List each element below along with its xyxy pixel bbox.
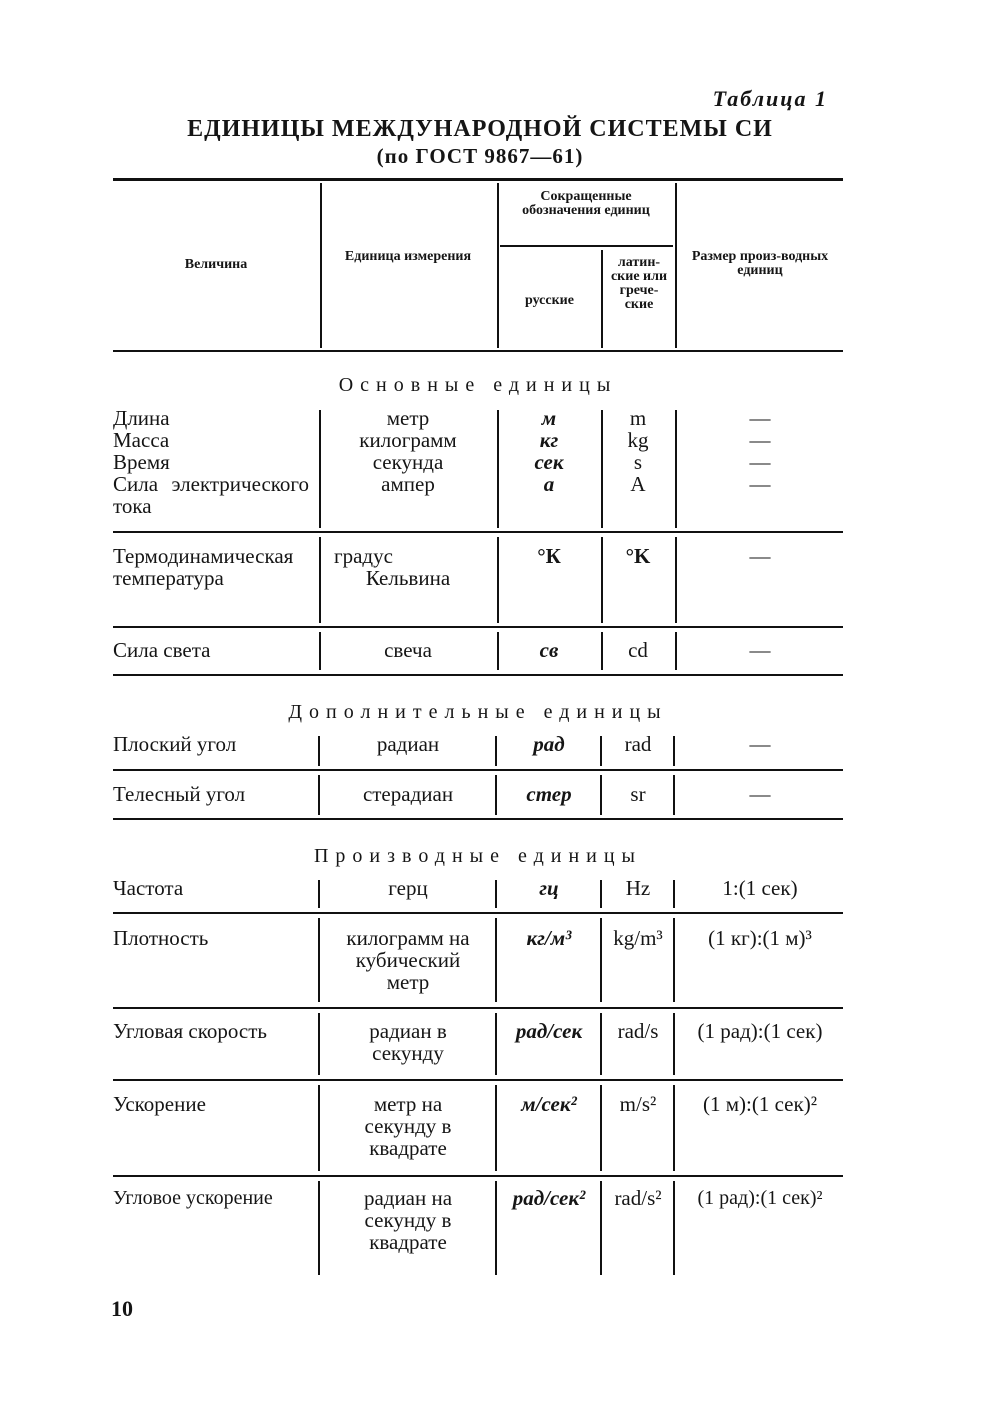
russian-abbrev-cell: стер bbox=[526, 782, 572, 806]
column-divider bbox=[495, 775, 497, 815]
latin-abbrev-cell: rad/s² bbox=[614, 1186, 662, 1210]
column-divider bbox=[600, 880, 602, 908]
russian-abbrev-cell: м/сек² bbox=[521, 1092, 577, 1116]
header-abbrev: Сокращенные обозначения единиц bbox=[522, 189, 650, 218]
latin-abbrev-cell: rad bbox=[624, 732, 652, 756]
latin-abbrev-cell: cd bbox=[628, 638, 648, 662]
column-divider bbox=[319, 410, 321, 528]
quantity-cell: Частота bbox=[113, 876, 184, 900]
unit-cell: ампер bbox=[381, 472, 435, 496]
unit-cell: секунда bbox=[372, 450, 444, 474]
column-divider bbox=[600, 918, 602, 1002]
latin-abbrev-cell: A bbox=[630, 472, 646, 496]
unit-cell: килограмм bbox=[359, 428, 457, 452]
row-rule bbox=[113, 1079, 843, 1081]
page-title: ЕДИНИЦЫ МЕЖДУНАРОДНОЙ СИСТЕМЫ СИ bbox=[187, 116, 773, 142]
page-number: 10 bbox=[111, 1296, 133, 1321]
quantity-cell: Плоский угол bbox=[113, 732, 237, 756]
russian-abbrev-cell: св bbox=[539, 638, 559, 662]
header-divider bbox=[320, 183, 322, 348]
size-cell: — bbox=[749, 544, 771, 568]
quantity-cell: Длина bbox=[113, 406, 170, 430]
row-rule bbox=[113, 531, 843, 533]
column-divider bbox=[318, 1085, 320, 1171]
unit-cell: герц bbox=[388, 876, 428, 900]
size-cell: (1 м):(1 сек)² bbox=[703, 1092, 817, 1116]
russian-abbrev-cell: кг bbox=[539, 428, 559, 452]
unit-cell: радиан в секунду bbox=[369, 1019, 447, 1065]
column-divider bbox=[673, 1013, 675, 1075]
column-divider bbox=[600, 1013, 602, 1075]
column-divider bbox=[318, 880, 320, 908]
size-cell: — bbox=[749, 782, 771, 806]
page-subtitle: (по ГОСТ 9867—61) bbox=[376, 144, 584, 168]
column-divider bbox=[673, 918, 675, 1002]
size-cell: — bbox=[749, 638, 771, 662]
russian-abbrev-cell: рад bbox=[533, 732, 565, 756]
latin-abbrev-cell: m bbox=[629, 406, 647, 430]
size-cell: — bbox=[749, 450, 771, 474]
size-cell: (1 кг):(1 м)³ bbox=[708, 926, 812, 950]
header-divider bbox=[497, 183, 499, 348]
header-latin: латин-ские или грече-ские bbox=[610, 255, 668, 312]
quantity-cell: Телесный угол bbox=[113, 782, 246, 806]
column-divider bbox=[673, 775, 675, 815]
size-cell: — bbox=[749, 472, 771, 496]
column-divider bbox=[495, 1181, 497, 1275]
column-divider bbox=[318, 918, 320, 1002]
column-divider bbox=[495, 1085, 497, 1171]
column-divider bbox=[673, 736, 675, 766]
latin-abbrev-cell: sr bbox=[630, 782, 646, 806]
russian-abbrev-cell: рад/сек² bbox=[512, 1186, 586, 1210]
russian-abbrev-cell: а bbox=[543, 472, 555, 496]
quantity-cell: Ускорение bbox=[113, 1092, 206, 1116]
column-divider bbox=[673, 880, 675, 908]
column-divider bbox=[600, 736, 602, 766]
column-divider bbox=[600, 1181, 602, 1275]
russian-abbrev-cell: рад/сек bbox=[515, 1019, 583, 1043]
section-basic: Основные единицы bbox=[338, 374, 618, 396]
latin-abbrev-cell: rad/s bbox=[617, 1019, 659, 1043]
unit-cell: килограмм на кубический метр bbox=[346, 926, 470, 994]
latin-abbrev-cell: m/s² bbox=[619, 1092, 657, 1116]
row-rule bbox=[113, 769, 843, 771]
unit-cell: метр bbox=[386, 406, 430, 430]
row-rule bbox=[113, 674, 843, 676]
russian-abbrev-cell: м bbox=[541, 406, 557, 430]
row-rule bbox=[113, 912, 843, 914]
row-rule bbox=[113, 818, 843, 820]
header-divider bbox=[601, 250, 603, 348]
row-rule bbox=[113, 1175, 843, 1177]
column-divider bbox=[318, 1181, 320, 1275]
size-cell: — bbox=[749, 428, 771, 452]
section-supplementary: Дополнительные единицы bbox=[288, 701, 668, 723]
column-divider bbox=[318, 736, 320, 766]
latin-abbrev-cell: °K bbox=[625, 544, 651, 568]
column-divider bbox=[600, 775, 602, 815]
column-divider bbox=[600, 1085, 602, 1171]
size-cell: (1 рад):(1 сек) bbox=[697, 1019, 823, 1043]
column-divider bbox=[319, 537, 321, 623]
row-rule bbox=[113, 626, 843, 628]
russian-abbrev-cell: °К bbox=[537, 544, 561, 568]
quantity-cell: Угловая скорость bbox=[113, 1019, 267, 1043]
latin-abbrev-cell: Hz bbox=[625, 876, 651, 900]
column-divider bbox=[495, 1013, 497, 1075]
header-bottom-rule bbox=[113, 350, 843, 352]
quantity-cell: Сила света bbox=[113, 638, 211, 662]
header-size: Размер произ-водных единиц bbox=[691, 249, 829, 278]
header-unit: Единица измерения bbox=[344, 249, 472, 264]
column-divider bbox=[495, 880, 497, 908]
header-top-rule bbox=[113, 178, 843, 181]
header-quantity: Величина bbox=[184, 257, 248, 272]
row-rule bbox=[113, 1007, 843, 1009]
size-cell: 1:(1 сек) bbox=[722, 876, 798, 900]
quantity-cell: Масса bbox=[113, 428, 170, 452]
quantity-cell: Угловое ускорение bbox=[113, 1187, 273, 1209]
quantity-cell: Время bbox=[113, 450, 170, 474]
column-divider bbox=[495, 736, 497, 766]
quantity-cell: Термодинамическая температура bbox=[113, 544, 294, 590]
table-label: Таблица 1 bbox=[712, 86, 828, 111]
column-divider bbox=[673, 1181, 675, 1275]
russian-abbrev-cell: кг/м³ bbox=[526, 926, 572, 950]
latin-abbrev-cell: s bbox=[633, 450, 643, 474]
quantity-cell: Сила электрического тока bbox=[113, 472, 309, 518]
header-russian: русские bbox=[525, 293, 574, 308]
quantity-cell: Плотность bbox=[113, 926, 209, 950]
column-divider bbox=[673, 1085, 675, 1171]
size-cell: — bbox=[749, 732, 771, 756]
russian-abbrev-cell: сек bbox=[534, 450, 564, 474]
russian-abbrev-cell: гц bbox=[539, 876, 559, 900]
size-cell: (1 рад):(1 сек)² bbox=[697, 1187, 823, 1209]
column-divider bbox=[319, 632, 321, 670]
header-subrule bbox=[500, 245, 673, 247]
column-divider bbox=[318, 1013, 320, 1075]
unit-cell: радиан bbox=[376, 732, 440, 756]
section-derived: Производные единицы bbox=[313, 845, 642, 867]
unit-cell: градус Кельвина bbox=[334, 544, 451, 590]
unit-cell: радиан на секунду в квадрате bbox=[363, 1186, 453, 1254]
unit-cell: стерадиан bbox=[362, 782, 454, 806]
size-cell: — bbox=[749, 406, 771, 430]
latin-abbrev-cell: kg/m³ bbox=[613, 926, 663, 950]
unit-cell: метр на секунду в квадрате bbox=[364, 1092, 452, 1160]
column-divider bbox=[495, 918, 497, 1002]
header-divider bbox=[675, 183, 677, 348]
unit-cell: свеча bbox=[384, 638, 432, 662]
latin-abbrev-cell: kg bbox=[627, 428, 649, 452]
column-divider bbox=[318, 775, 320, 815]
